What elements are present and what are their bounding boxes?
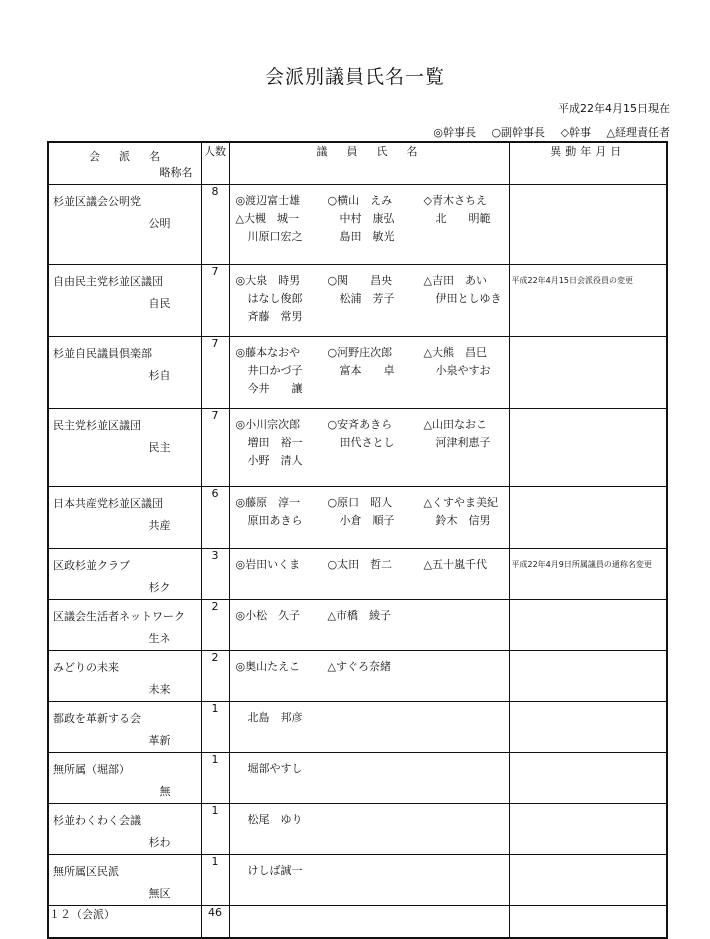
members-grid [230,651,509,674]
change-date-note: 平成22年4月9日所属議員の通称名変更 [511,560,652,569]
members-cell [229,265,509,337]
member-count: 1 [201,753,229,804]
members-cell [229,549,509,600]
member-name: 鈴木 信男 [435,514,491,527]
member-name: ◎大泉 時男 [235,274,301,287]
members-grid [230,487,509,528]
members-cell [229,651,509,702]
change-cell [509,337,667,409]
member-name: ◎藤本なおや [235,346,301,359]
member-name: △すぐろ奈緒 [327,660,391,673]
change-date-note: 平成22年4月15日会派役員の変更 [511,276,633,285]
faction-row [48,702,667,753]
member-name: 河津利恵子 [435,436,491,449]
members-grid [230,337,509,396]
faction-abbr: 杉ク [148,581,171,594]
member-name: 松尾 ゆり [247,813,303,826]
members-grid [230,855,509,878]
faction-cell [48,804,201,855]
member-count: 1 [201,804,229,855]
faction-roster-table [47,141,668,939]
member-name: ◎岩田いくま [235,558,301,571]
change-cell [509,487,667,549]
change-date-note [510,855,667,865]
total-change-empty [509,906,667,938]
member-name: 田代さとし [339,436,395,449]
faction-name: 自由民主党杉並区議団 [53,275,163,288]
change-cell [509,600,667,651]
member-name: 伊田としゆき [435,292,502,305]
faction-abbr: 革新 [148,734,171,747]
faction-cell [48,600,201,651]
member-name: △市橋 綾子 [327,609,391,622]
faction-name: 都政を革新する会 [53,712,141,725]
members-cell [229,600,509,651]
table-header-row [48,142,667,185]
change-cell [509,185,667,265]
faction-cell [48,337,201,409]
header-faction [48,142,201,185]
change-date-note [510,651,667,661]
members-grid [230,549,509,572]
faction-name: 日本共産党杉並区議団 [53,497,163,510]
header-faction-label: 会 派 名 [89,150,164,163]
faction-cell [48,753,201,804]
member-count: 6 [201,487,229,549]
faction-row [48,487,667,549]
faction-abbr: 無区 [148,887,171,900]
page-title: 会派別議員氏名一覧 [264,66,445,88]
change-cell [509,651,667,702]
roster-body [48,185,667,906]
change-date-note [510,185,667,195]
member-name: ◇青木さちえ [423,194,487,207]
member-name: ◎小松 久子 [235,609,301,622]
member-name: △大槻 城一 [235,212,299,225]
change-cell [509,855,667,906]
faction-name: 無所属（堀部） [53,763,130,776]
faction-abbr: 共産 [148,519,171,532]
faction-cell [48,702,201,753]
total-row [48,906,667,938]
member-name: 井口かづ子 [247,364,303,377]
faction-abbr: 民主 [148,441,171,454]
members-grid [230,265,509,324]
header-change-date: 異動年月日 [509,142,667,185]
faction-abbr: 自民 [148,297,171,310]
faction-cell [48,549,201,600]
faction-abbr: 無 [159,785,171,798]
faction-row [48,804,667,855]
member-name: ○横山 えみ [327,194,393,207]
change-cell [509,549,667,600]
member-name: △山田なおこ [423,418,487,431]
members-cell [229,753,509,804]
faction-abbr: 公明 [148,217,171,230]
member-name: 北島 邦彦 [247,711,303,724]
faction-row [48,753,667,804]
member-count: 1 [201,702,229,753]
change-date-note [510,337,667,347]
member-name: 北 明範 [435,212,491,225]
member-name: ◎藤原 淳一 [235,496,301,509]
member-name: △五十嵐千代 [423,558,487,571]
member-name: 増田 裕一 [247,436,303,449]
change-date-note [510,804,667,814]
total-member-count: 46 [201,906,229,938]
member-count: 2 [201,600,229,651]
faction-abbr: 未来 [148,683,171,696]
faction-cell [48,265,201,337]
members-cell [229,487,509,549]
member-count: 7 [201,409,229,487]
header-count: 人数 [201,142,229,185]
faction-name: 杉並区議会公明党 [53,195,141,208]
member-name: 今井 讓 [247,382,303,395]
member-name: 斉藤 常男 [247,310,303,323]
members-cell [229,702,509,753]
faction-row [48,409,667,487]
faction-name: 杉並わくわく会議 [53,814,141,827]
change-date-note [510,753,667,763]
change-cell [509,409,667,487]
change-cell [509,265,667,337]
faction-row [48,337,667,409]
faction-cell [48,651,201,702]
member-count: 7 [201,265,229,337]
header-abbr-label: 略称名 [159,166,193,179]
members-cell [229,337,509,409]
change-date-note [510,409,667,419]
legend-vice-chief-secretary: ○副幹事長 [491,126,546,139]
faction-row [48,651,667,702]
member-name: ○関 昌央 [327,274,393,287]
member-name: はなし俊郎 [247,292,303,305]
faction-name: 民主党杉並区議団 [53,419,141,432]
change-cell [509,702,667,753]
faction-cell [48,487,201,549]
legend-secretary: ◇幹事 [560,126,592,139]
members-grid [230,185,509,244]
members-cell [229,409,509,487]
total-faction-count: １２（会派） [48,906,201,938]
faction-name: 無所属区民派 [53,865,119,878]
faction-name: みどりの未来 [53,661,119,674]
change-cell [509,753,667,804]
faction-name: 杉並自民議員倶楽部 [53,347,152,360]
member-name: けしば誠一 [247,864,303,877]
members-cell [229,804,509,855]
faction-row [48,185,667,265]
members-grid [230,600,509,623]
member-name: ○原口 昭人 [327,496,393,509]
members-grid [230,702,509,725]
faction-abbr: 杉わ [148,836,171,849]
member-count: 3 [201,549,229,600]
member-count: 7 [201,337,229,409]
faction-cell [48,185,201,265]
member-name: ◎小川宗次郎 [235,418,301,431]
legend-treasurer: △経理責任者 [606,126,670,139]
faction-name: 区議会生活者ネットワーク [53,610,185,623]
member-name: 小泉やすお [435,364,491,377]
member-name: ○河野庄次郎 [327,346,393,359]
faction-row [48,855,667,906]
as-of-date: 平成22年4月15日現在 [558,102,670,115]
change-date-note [510,702,667,712]
faction-cell [48,855,201,906]
change-date-note [510,487,667,497]
legend-chief-secretary: ◎幹事長 [433,126,476,139]
member-count: 8 [201,185,229,265]
faction-cell [48,409,201,487]
member-name: 中村 康弘 [339,212,395,225]
member-name: ○太田 哲二 [327,558,393,571]
member-name: 松浦 芳子 [339,292,395,305]
member-name: ○安斉あきら [327,418,393,431]
member-name: △くすやま美紀 [423,496,498,509]
members-cell [229,185,509,265]
member-name: △大熊 昌巳 [423,346,487,359]
role-legend [423,124,670,140]
member-name: ◎奥山たえこ [235,660,301,673]
faction-abbr: 生ネ [148,632,171,645]
members-grid [230,753,509,776]
members-grid [230,409,509,468]
faction-name: 区政杉並クラブ [53,559,130,572]
member-name: 堀部やすし [247,762,303,775]
faction-row [48,265,667,337]
member-name: 小野 清人 [247,454,303,467]
member-count: 1 [201,855,229,906]
member-name: 川原口宏之 [247,230,303,243]
member-name: 小倉 順子 [339,514,395,527]
member-name: △吉田 あい [423,274,487,287]
change-cell [509,804,667,855]
member-name: 富本 卓 [339,364,395,377]
header-members: 議 員 氏 名 [229,142,509,185]
member-name: ◎渡辺富士雄 [235,194,301,207]
members-grid [230,804,509,827]
faction-abbr: 杉自 [148,369,171,382]
member-name: 原田あきら [247,514,303,527]
member-name: 島田 敏光 [339,230,395,243]
change-date-note [510,600,667,610]
members-cell [229,855,509,906]
total-members-empty [229,906,509,938]
faction-row [48,600,667,651]
faction-row [48,549,667,600]
member-count: 2 [201,651,229,702]
